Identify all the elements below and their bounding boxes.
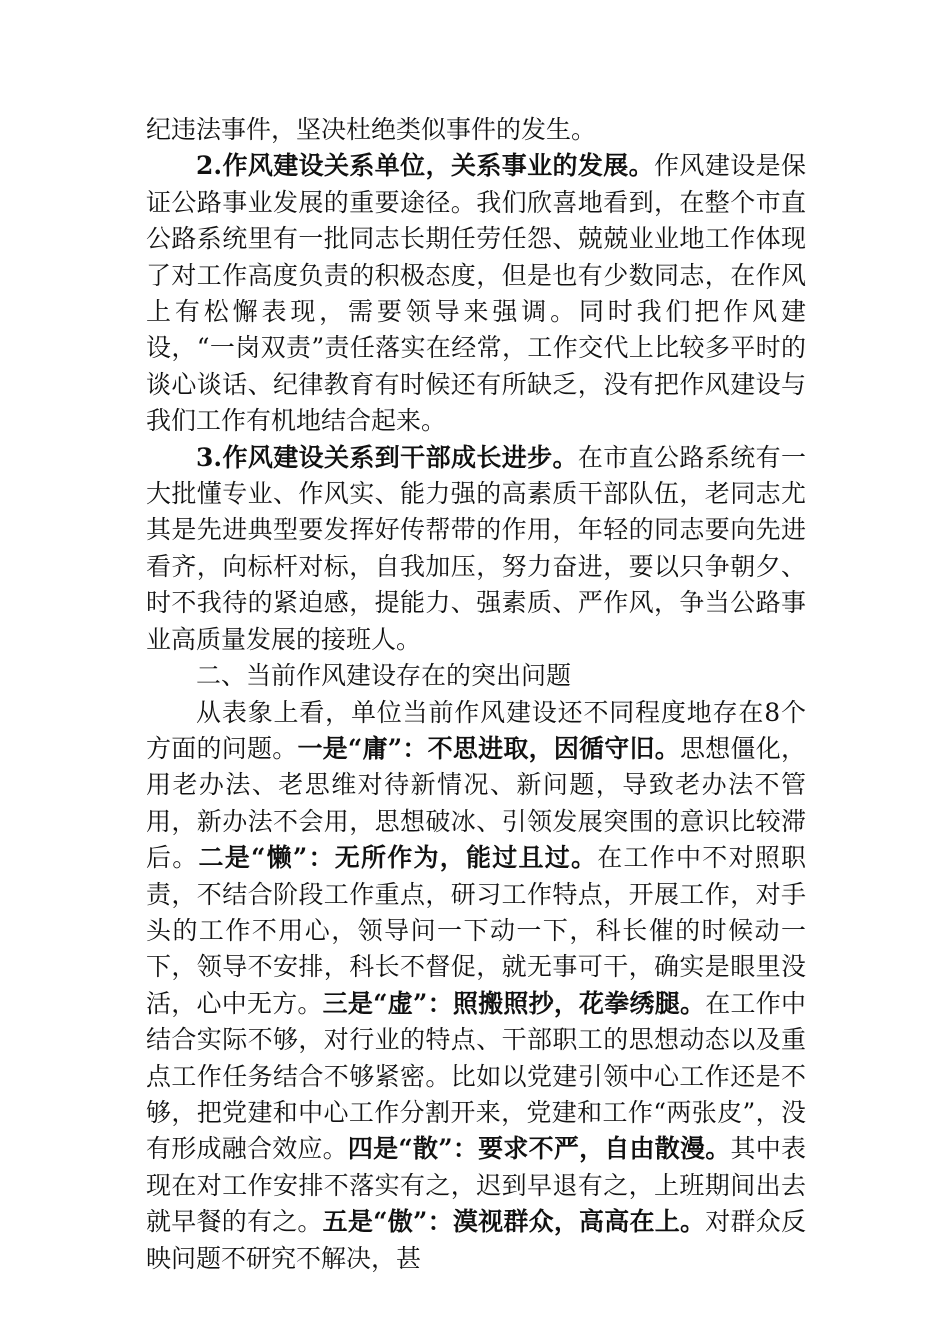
paragraph-text: 其中表现在对工作安排不落实有之，迟到早退有之，上班期间出去就早餐的有之。 xyxy=(146,1134,806,1237)
paragraph-text: 在工作中结合实际不够，对行业的特点、干部职工的思想动态以及重点工作任务结合不够紧密。比如以党建引领中心工作还是不够，把党建和中心工作分割开来，党建和工作“两张皮”，没有形成融合效应。 xyxy=(146,988,806,1164)
bold-lead: 2.作风建设关系单位，关系事业的发展。 xyxy=(196,151,655,181)
paragraph-text: 在市直公路系统有一大批懂专业、作风实、能力强的高素质干部队伍，老同志尤其是先进典型要发挥好传帮带的作用，年轻的同志要向先进看齐，向标杆对标，自我加压，努力奋进，要以只争朝夕、时不我待的紧迫感，提能力、强素质、严作风，争当公路事业高质量发展的接班人。 xyxy=(146,442,806,654)
paragraph-text: 对群众反映问题不研究不解决，甚 xyxy=(146,1207,806,1273)
section-heading: 二、当前作风建设存在的突出问题 xyxy=(196,661,572,691)
bold-lead: 五是“傲”：漠视群众，高高在上。 xyxy=(322,1207,706,1237)
bold-lead: 3.作风建设关系到干部成长进步。 xyxy=(196,442,578,472)
paragraph-text: 在工作中不对照职责，不结合阶段工作重点，研习工作特点，开展工作，对手头的工作不用心，领导问一下动一下，科长催的时候动一下，领导不安排，科长不督促，就无事可干，确实是眼里没活，心中无方。 xyxy=(146,843,806,1018)
paragraph-text: 作风建设是保证公路事业发展的重要途径。我们欣喜地看到，在整个市直公路系统里有一批同志长期任劳任怨、兢兢业业地工作体现了对工作高度负责的积极态度，但是也有少数同志，在作风上有松懈表现，需要领导来强调。同时我们把作风建设，“一岗双责”责任落实在经常，工作交代上比较多平时的谈心谈话、纪律教育有时候还有所缺乏，没有把作风建设与我们工作有机地结合起来。 xyxy=(146,151,806,436)
bold-lead: 四是“散”：要求不严，自由散漫。 xyxy=(347,1134,731,1164)
document-page xyxy=(146,112,806,1277)
paragraph-text: 从表象上看，单位当前作风建设还不同程度地存在8个方面的问题。 xyxy=(146,697,806,763)
bold-lead: 三是“虚”：照搬照抄，花拳绣腿。 xyxy=(322,988,706,1018)
paragraph-work-style-unit xyxy=(146,148,806,439)
paragraph-continuation: 纪违法事件，坚决杜绝类似事件的发生。 xyxy=(146,115,597,144)
bold-lead: 一是“庸”：不思进取，因循守旧。 xyxy=(297,733,681,763)
paragraph-text: 思想僵化，用老办法、老思维对待新情况、新问题，导致老办法不管用，新办法不会用，思想破冰、引领发展突围的意识比较滞后。 xyxy=(146,733,806,873)
bold-lead: 二是“懒”：无所作为，能过且过。 xyxy=(198,843,598,873)
paragraph-cadre-growth xyxy=(146,440,806,658)
paragraph-problems xyxy=(146,695,806,1278)
